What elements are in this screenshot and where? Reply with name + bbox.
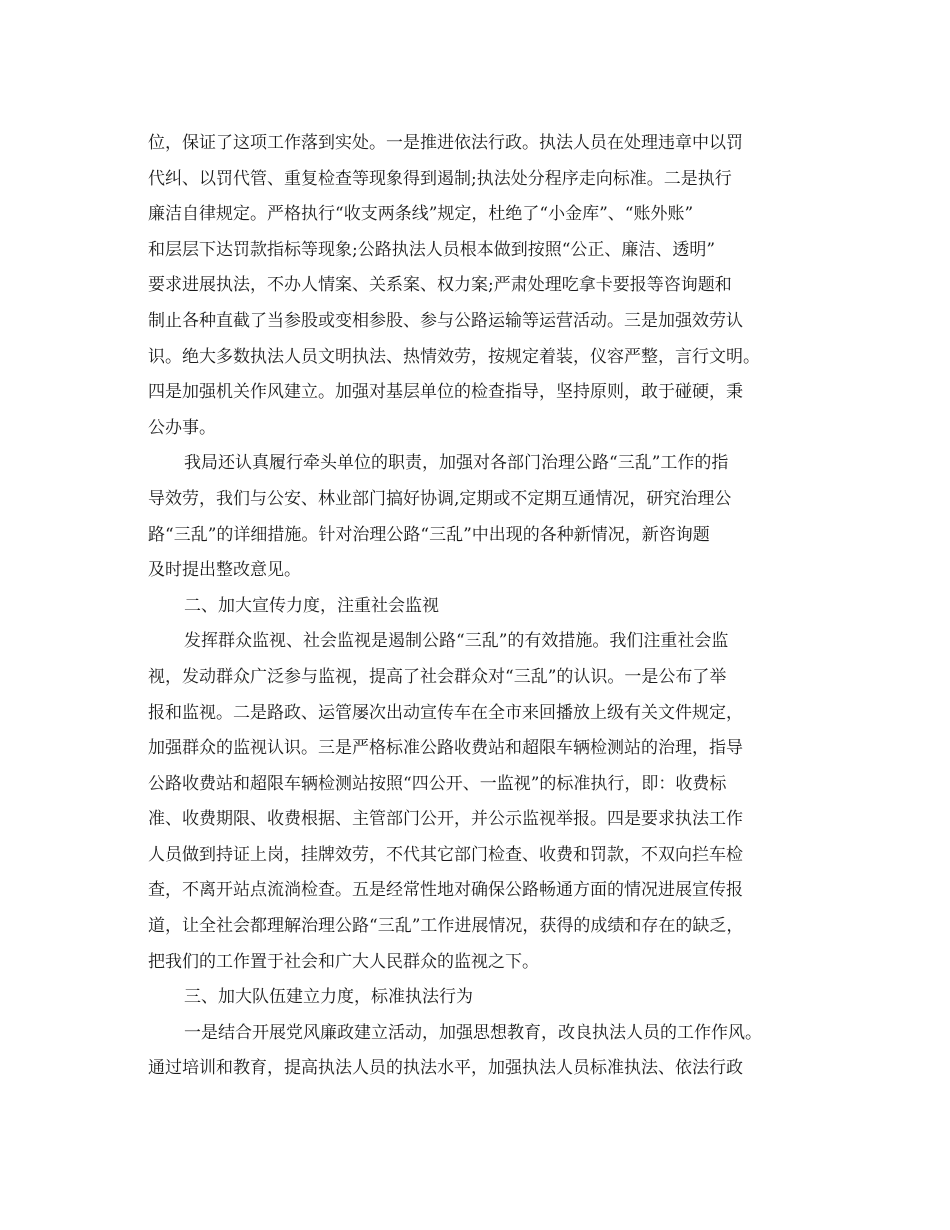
text-line: 加强群众的监视认识。三是严格标准公路收费站和超限车辆检测站的治理，指导	[148, 738, 743, 759]
text-line: 三、加大队伍建立力度，标准执法行为	[184, 987, 473, 1008]
text-line: 发挥群众监视、社会监视是遏制公路“三乱”的有效措施。我们注重社会监	[184, 631, 729, 652]
text-line: 廉洁自律规定。严格执行“收支两条线”规定，杜绝了“小金库”、“账外账”	[148, 204, 694, 225]
text-line: 道，让全社会都理解治理公路“三乱”工作进展情况，获得的成绩和存在的缺乏，	[148, 916, 744, 937]
text-line: 路“三乱”的详细措施。针对治理公路“三乱”中出现的各种新情况，新咨询题	[148, 524, 710, 545]
text-line: 我局还认真履行牵头单位的职责，加强对各部门治理公路“三乱”工作的指	[184, 453, 729, 474]
text-line: 导效劳，我们与公安、林业部门搞好协调,定期或不定期互通情况，研究治理公	[148, 488, 732, 509]
document-body	[148, 126, 818, 1087]
text-line: 代纠、以罚代管、重复检查等现象得到遏制;执法处分程序走向标准。二是执行	[148, 168, 732, 189]
text-line: 人员做到持证上岗，挂牌效劳，不代其它部门检查、收费和罚款，不双向拦车检	[148, 844, 743, 865]
text-line: 公办事。	[148, 417, 216, 438]
text-line: 四是加强机关作风建立。加强对基层单位的检查指导，坚持原则，敢于碰硬，秉	[148, 382, 743, 403]
text-line: 及时提出整改意见。	[148, 560, 301, 581]
text-line: 查，不离开站点流淌检查。五是经常性地对确保公路畅通方面的情况进展宣传报	[148, 880, 743, 901]
text-line: 通过培训和教育，提高执法人员的执法水平，加强执法人员标准执法、依法行政	[148, 1058, 743, 1079]
text-line: 和层层下达罚款指标等现象;公路执法人员根本做到按照“公正、廉洁、透明”	[148, 239, 716, 260]
text-line: 位，保证了这项工作落到实处。一是推进依法行政。执法人员在处理违章中以罚	[148, 133, 743, 153]
text-line: 把我们的工作置于社会和广大人民群众的监视之下。	[148, 951, 539, 972]
text-line: 一是结合开展党风廉政建立活动，加强思想教育，改良执法人员的工作作风。	[184, 1022, 762, 1043]
text-line: 制止各种直截了当参股或变相参股、参与公路运输等运营活动。三是加强效劳认	[148, 310, 743, 331]
text-line: 要求进展执法，不办人情案、关系案、权力案;严肃处理吃拿卡要报等咨询题和	[148, 275, 732, 296]
text-line: 准、收费期限、收费根据、主管部门公开，并公示监视举报。四是要求执法工作	[148, 809, 743, 830]
text-line: 视，发动群众广泛参与监视，提高了社会群众对“三乱”的认识。一是公布了举	[148, 666, 727, 687]
text-line: 识。绝大多数执法人员文明执法、热情效劳，按规定着装，仪容严整，言行文明。	[148, 346, 760, 367]
text-line: 二、加大宣传力度，注重社会监视	[184, 595, 439, 616]
text-line: 报和监视。二是路政、运管屡次出动宣传车在全市来回播放上级有关文件规定，	[148, 702, 743, 723]
text-line: 公路收费站和超限车辆检测站按照“四公开、一监视”的标准执行，即：收费标	[148, 773, 727, 794]
